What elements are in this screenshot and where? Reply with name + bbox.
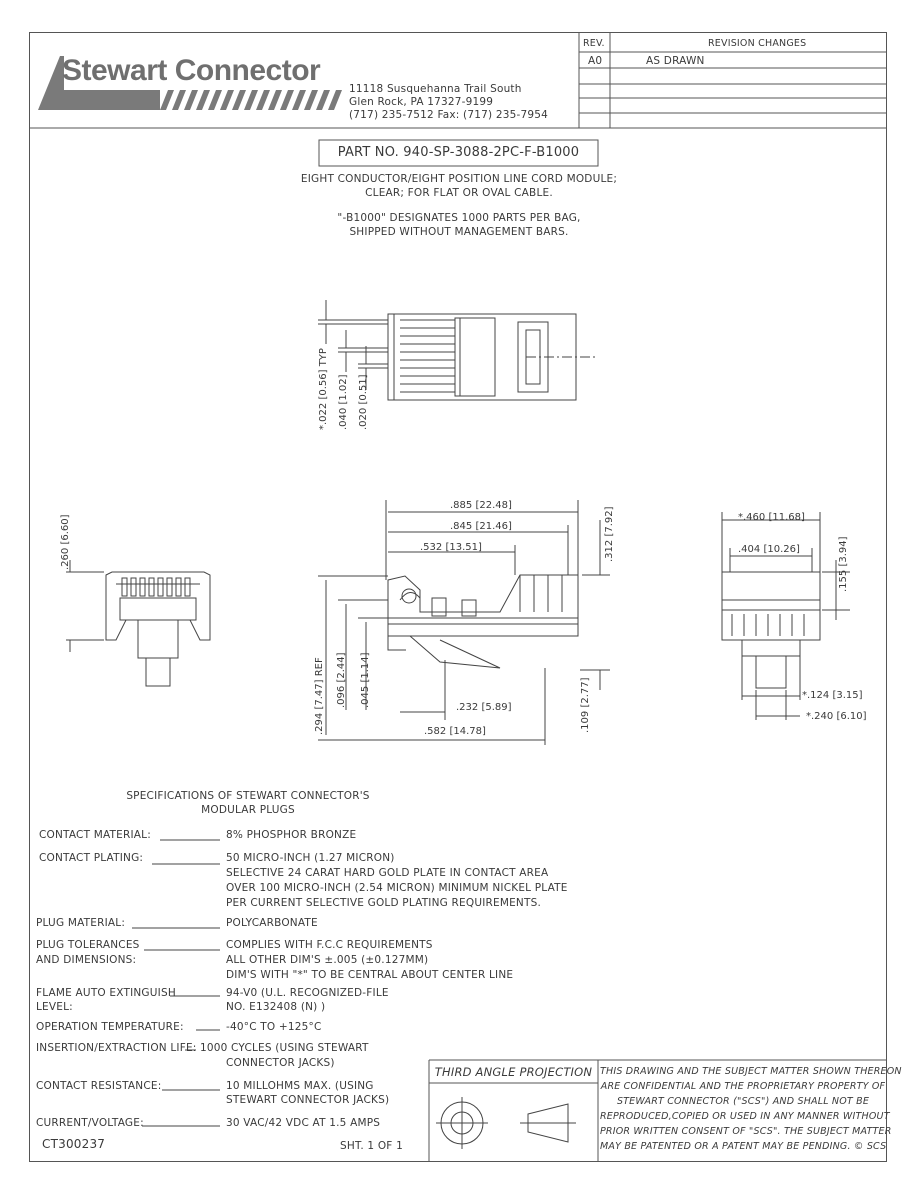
address-line2: Glen Rock, PA 17327-9199 <box>349 96 494 108</box>
spec-value: 10 MILLOHMS MAX. (USING <box>226 1080 374 1092</box>
spec-value: 50 MICRO-INCH (1.27 MICRON) <box>226 852 395 864</box>
spec-value: DIM'S WITH "*" TO BE CENTRAL ABOUT CENTER LINE <box>226 969 514 981</box>
dim-side-312: .312 [7.92] <box>604 506 615 562</box>
part-note-line1: "-B1000" DESIGNATES 1000 PARTS PER BAG, <box>337 212 581 224</box>
spec-label: OPERATION TEMPERATURE: <box>36 1021 184 1033</box>
part-number: PART NO. 940-SP-3088-2PC-F-B1000 <box>337 145 580 160</box>
dim-side-096: .096 [2.44] <box>336 652 347 708</box>
company-logo: Stewart Connector <box>62 54 321 87</box>
spec-label: CONTACT PLATING: <box>39 852 144 864</box>
spec-label: CONTACT RESISTANCE: <box>36 1080 162 1092</box>
dim-end-124: *.124 [3.15] <box>802 690 863 701</box>
specs-heading-line1: SPECIFICATIONS OF STEWART CONNECTOR'S <box>126 790 370 802</box>
spec-value: COMPLIES WITH F.C.C REQUIREMENTS <box>226 939 433 951</box>
spec-value: ALL OTHER DIM'S ±.005 (±0.127MM) <box>226 954 429 966</box>
spec-value: PER CURRENT SELECTIVE GOLD PLATING REQUIREMENTS. <box>226 897 542 909</box>
dim-side-109: .109 [2.77] <box>580 677 591 733</box>
spec-label: PLUG TOLERANCES <box>36 939 140 951</box>
spec-value: 30 VAC/42 VDC AT 1.5 AMPS <box>226 1117 381 1129</box>
spec-value: STEWART CONNECTOR JACKS) <box>226 1094 390 1106</box>
spec-label: INSERTION/EXTRACTION LIFE: <box>36 1042 197 1054</box>
spec-label: PLUG MATERIAL: <box>36 917 126 929</box>
confidential-line: THIS DRAWING AND THE SUBJECT MATTER SHOWN THEREON <box>600 1066 902 1077</box>
dim-top-typ: *.022 [0.56] TYP <box>318 348 329 430</box>
confidential-line: MAY BE PATENTED OR A PATENT MAY BE PENDING. © SCS <box>600 1141 887 1152</box>
rev-header: REV. <box>583 38 605 49</box>
dim-top-040: .040 [1.02] <box>338 374 349 430</box>
spec-value: CONNECTOR JACKS) <box>226 1057 335 1069</box>
address-line1: 11118 Susquehanna Trail South <box>349 83 522 95</box>
phone-fax: (717) 235-7512 Fax: (717) 235-7954 <box>349 109 548 121</box>
confidential-line: STEWART CONNECTOR ("SCS") AND SHALL NOT BE <box>616 1096 870 1107</box>
part-note-line2: SHIPPED WITHOUT MANAGEMENT BARS. <box>349 226 569 238</box>
dim-side-294: .294 [7.47] REF <box>314 657 325 735</box>
dim-top-020: .020 [0.51] <box>358 374 369 430</box>
confidential-line: ARE CONFIDENTIAL AND THE PROPRIETARY PROPERTY OF <box>600 1081 886 1092</box>
dim-side-045: .045 [1.14] <box>360 652 371 708</box>
sheet-number: SHT. 1 OF 1 <box>340 1140 403 1152</box>
spec-label: LEVEL: <box>36 1001 73 1013</box>
projection-label: THIRD ANGLE PROJECTION <box>434 1065 593 1079</box>
spec-label: AND DIMENSIONS: <box>36 954 137 966</box>
spec-value: OVER 100 MICRO-INCH (2.54 MICRON) MINIMUM NICKEL PLATE <box>226 882 568 894</box>
spec-value: SELECTIVE 24 CARAT HARD GOLD PLATE IN CONTACT AREA <box>226 867 549 879</box>
dim-side-232: .232 [5.89] <box>456 702 512 713</box>
dim-side-885: .885 [22.48] <box>450 500 512 511</box>
spec-label: FLAME AUTO EXTINGUISH <box>36 987 176 999</box>
confidential-line: REPRODUCED,COPIED OR USED IN ANY MANNER WITHOUT <box>600 1111 890 1122</box>
spec-label: CURRENT/VOLTAGE: <box>36 1117 144 1129</box>
front-view <box>66 560 210 686</box>
revision-changes-header: REVISION CHANGES <box>708 38 807 49</box>
part-description-line1: EIGHT CONDUCTOR/EIGHT POSITION LINE CORD MODULE; <box>300 173 618 185</box>
dim-end-155: .155 [3.94] <box>838 536 849 592</box>
spec-value: 1000 CYCLES (USING STEWART <box>200 1042 369 1054</box>
spec-value: 8% PHOSPHOR BRONZE <box>226 829 357 841</box>
spec-value: 94-V0 (U.L. RECOGNIZED-FILE <box>226 987 389 999</box>
dim-side-582: .582 [14.78] <box>424 726 486 737</box>
projection-symbol <box>436 1097 576 1149</box>
dim-side-532: .532 [13.51] <box>420 542 482 553</box>
spec-value: NO. E132408 (N) ) <box>226 1001 326 1013</box>
dim-end-404: .404 [10.26] <box>738 544 800 555</box>
part-description-line2: CLEAR; FOR FLAT OR OVAL CABLE. <box>365 187 553 199</box>
dim-side-845: .845 [21.46] <box>450 521 512 532</box>
dim-end-460: *.460 [11.68] <box>738 512 805 523</box>
spec-label: CONTACT MATERIAL: <box>39 829 151 841</box>
specs-heading-line2: MODULAR PLUGS <box>201 804 295 816</box>
rev-value: A0 <box>588 55 603 67</box>
dim-end-240: *.240 [6.10] <box>806 711 867 722</box>
drawing-number: CT300237 <box>42 1137 106 1151</box>
confidential-line: PRIOR WRITTEN CONSENT OF "SCS". THE SUBJECT MATTER <box>600 1126 892 1137</box>
spec-value: -40°C TO +125°C <box>226 1021 322 1033</box>
spec-value: POLYCARBONATE <box>226 917 318 929</box>
dim-front-260: .260 [6.60] <box>60 514 71 570</box>
rev-change: AS DRAWN <box>646 55 705 67</box>
